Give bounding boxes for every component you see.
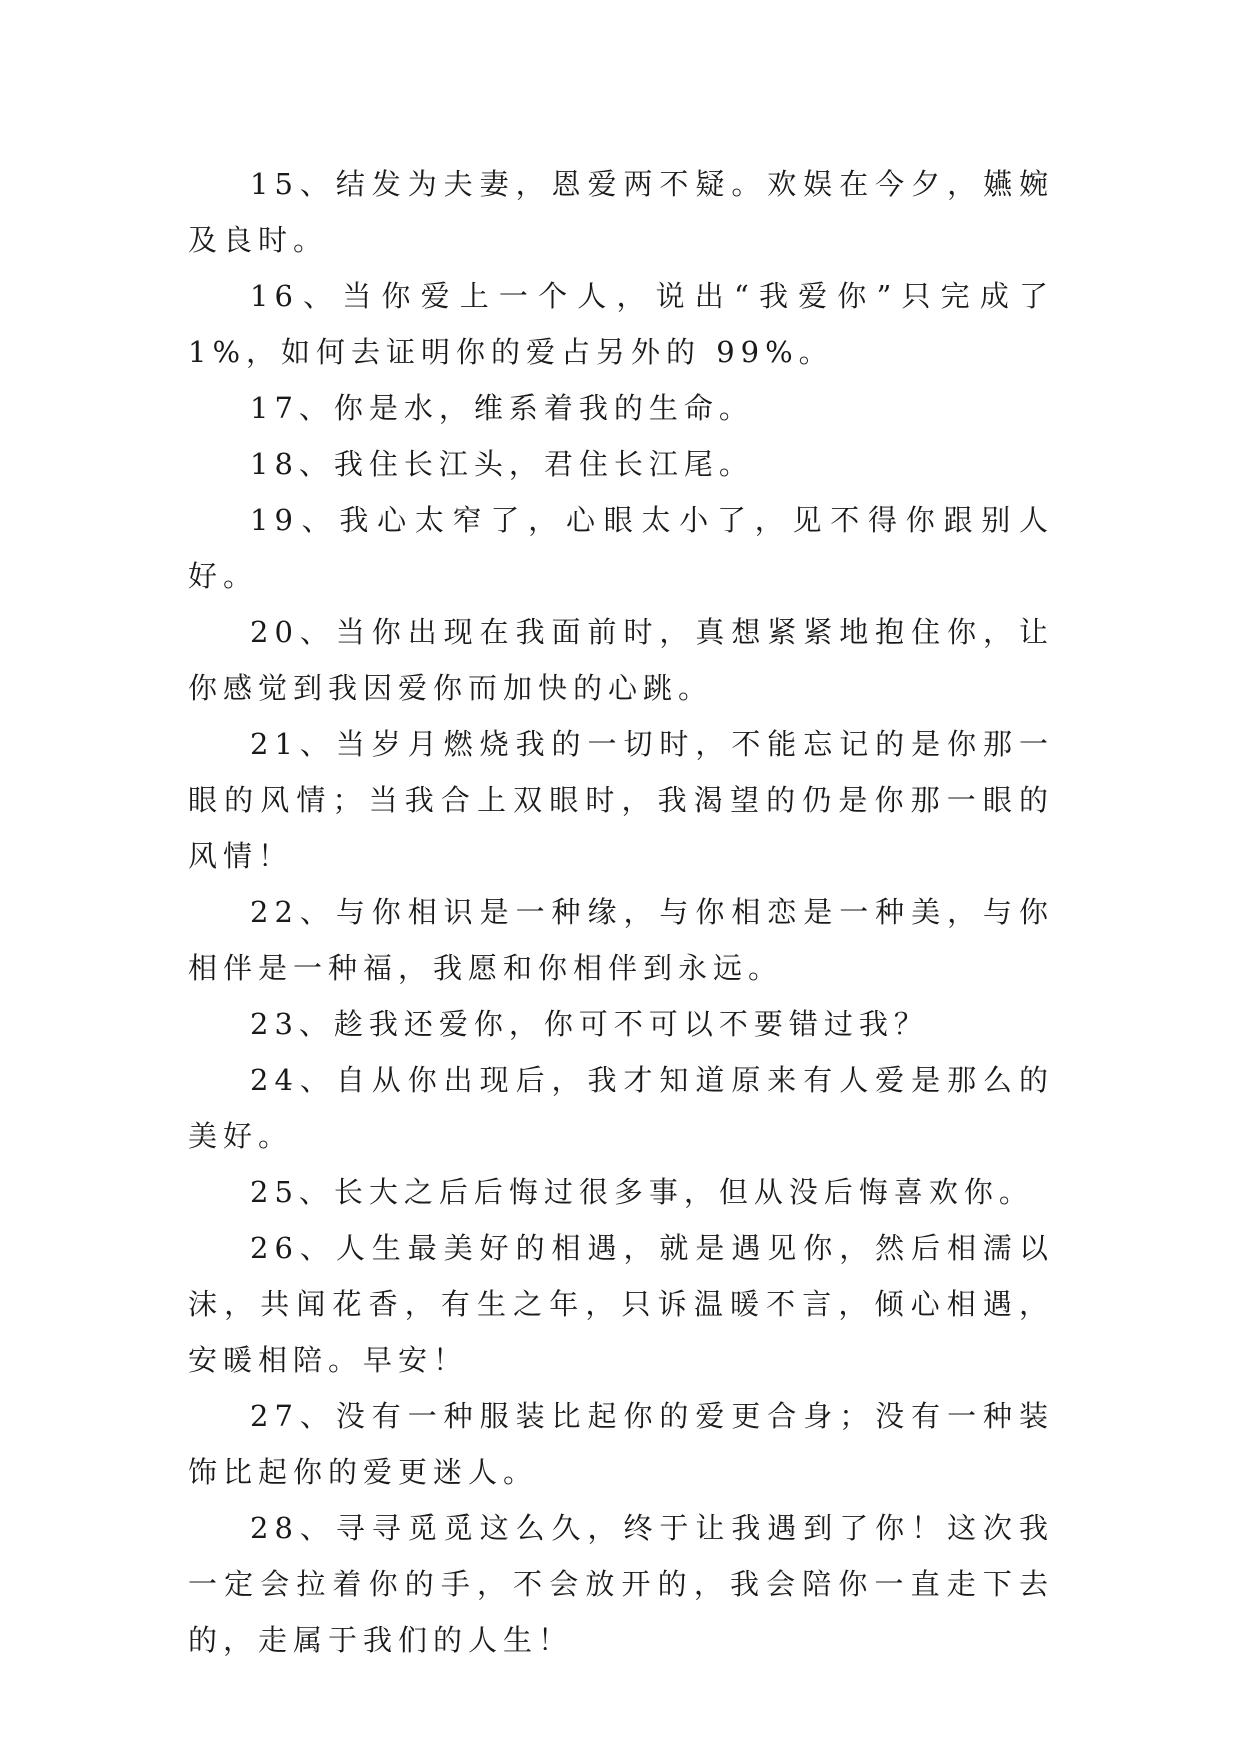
paragraph-27: 27、没有一种服装比起你的爱更合身；没有一种装饰比起你的爱更迷人。 [188, 1399, 1054, 1489]
paragraph-16: 16、当你爱上一个人，说出“我爱你”只完成了 1%，如何去证明你的爱占另外的 99%。 [188, 279, 1054, 369]
paragraph-26: 26、人生最美好的相遇，就是遇见你，然后相濡以沫，共闻花香，有生之年，只诉温暖不言，倾心相遇，安暖相陪。早安！ [188, 1231, 1054, 1377]
paragraph-19: 19、我心太窄了，心眼太小了，见不得你跟别人好。 [188, 503, 1054, 593]
paragraph-20: 20、当你出现在我面前时，真想紧紧地抱住你，让你感觉到我因爱你而加快的心跳。 [188, 615, 1054, 705]
paragraph-22: 22、与你相识是一种缘，与你相恋是一种美，与你相伴是一种福，我愿和你相伴到永远。 [188, 895, 1054, 985]
paragraph-25: 25、长大之后后悔过很多事，但从没后悔喜欢你。 [250, 1175, 1034, 1209]
document-body [188, 156, 1054, 1668]
paragraph-24: 24、自从你出现后，我才知道原来有人爱是那么的美好。 [188, 1063, 1054, 1153]
paragraph-17: 17、你是水，维系着我的生命。 [250, 391, 754, 425]
paragraph-21: 21、当岁月燃烧我的一切时，不能忘记的是你那一眼的风情；当我合上双眼时，我渴望的仍是你那一眼的风情！ [188, 727, 1054, 873]
paragraph-15: 15、结发为夫妻，恩爱两不疑。欢娱在今夕，嬿婉及良时。 [188, 167, 1054, 257]
paragraph-23: 23、趁我还爱你，你可不可以不要错过我？ [250, 1007, 929, 1041]
paragraph-28: 28、寻寻觅觅这么久，终于让我遇到了你！这次我一定会拉着你的手，不会放开的，我会陪你一直走下去的，走属于我们的人生！ [188, 1511, 1054, 1657]
paragraph-18: 18、我住长江头，君住长江尾。 [250, 447, 754, 481]
